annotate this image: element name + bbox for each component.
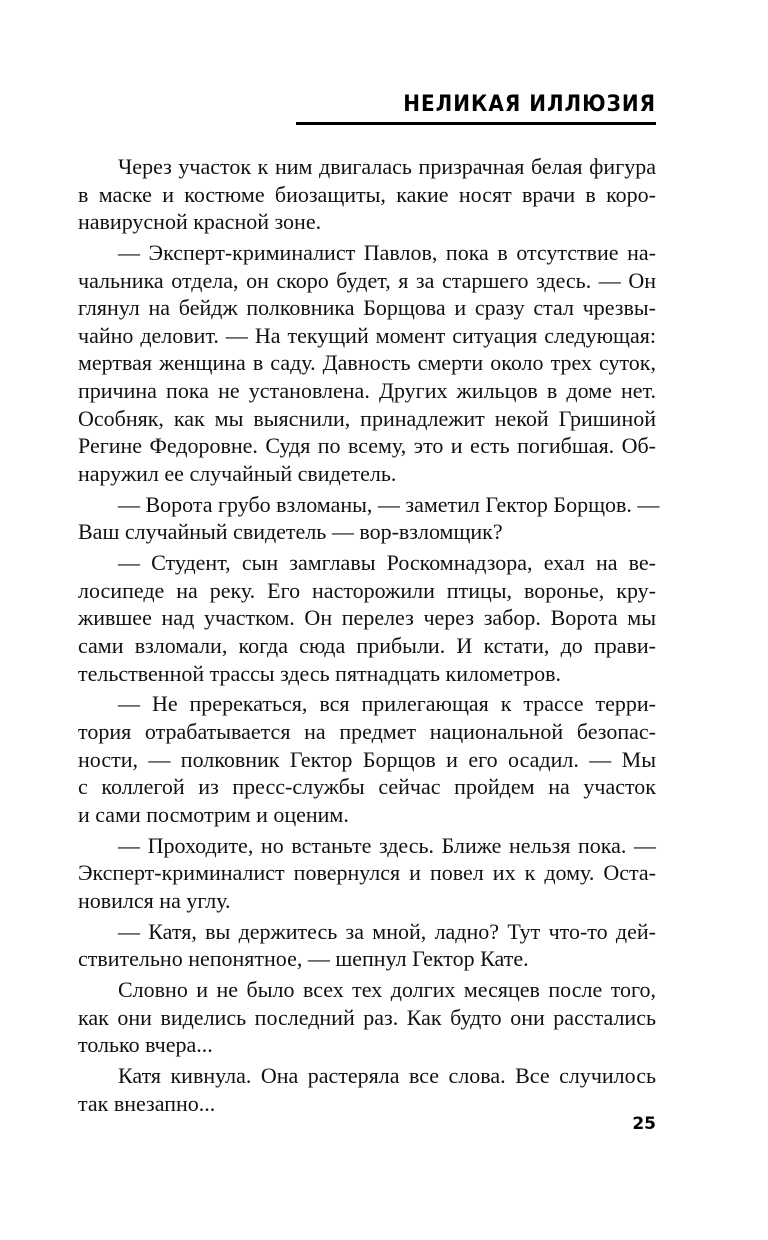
text-line: — Катя, вы держитесь за мной, ладно? Тут что-то дей- xyxy=(118,918,656,944)
paragraph xyxy=(78,832,656,915)
paragraph xyxy=(78,976,656,1059)
text-line: новился на углу. xyxy=(78,887,231,913)
text-line: Словно и не было всех тех долгих месяцев после того, xyxy=(118,977,656,1003)
page-number: 25 xyxy=(632,1114,656,1134)
text-line: сами взломали, когда сюда прибыли. И кстати, до прави- xyxy=(78,632,656,658)
text-line: Через участок к ним двигалась призрачная белая фигура xyxy=(118,154,656,179)
text-line: наружил ее случайный свидетель. xyxy=(78,460,397,486)
text-line: — Студент, сын замглавы Роскомнадзора, ехал на ве- xyxy=(118,550,656,576)
text-line: — Проходите, но встаньте здесь. Ближе нельзя пока. — xyxy=(118,832,656,858)
text-line: глянул на бейдж полковника Борщова и сразу стал чрезвы- xyxy=(78,295,656,321)
text-line: — Эксперт-криминалист Павлов, пока в отсутствие на- xyxy=(118,240,656,266)
text-line: причина пока не установлена. Других жильцов в доме нет. xyxy=(78,378,656,404)
text-line: ности, — полковник Гектор Борщов и его осадил. — Мы xyxy=(78,746,656,772)
paragraph xyxy=(78,549,656,687)
text-line: чайно деловит. — На текущий момент ситуация следующая: xyxy=(78,322,656,348)
text-line: так внезапно... xyxy=(78,1090,216,1116)
text-line: Ваш случайный свидетель — вор-взломщик? xyxy=(78,519,503,545)
body-text xyxy=(78,153,660,1121)
header-rule xyxy=(296,122,656,125)
text-line: чальника отдела, он скоро будет, я за старшего здесь. — Он xyxy=(78,267,656,293)
text-line: — Не пререкаться, вся прилегающая к трассе терри- xyxy=(118,691,656,717)
paragraph xyxy=(78,918,656,973)
text-line: тория отрабатывается на предмет национальной безопас- xyxy=(78,719,656,745)
running-head: НЕЛИКАЯ ИЛЛЮЗИЯ xyxy=(403,90,656,117)
paragraph xyxy=(78,1062,656,1117)
paragraph xyxy=(78,239,656,487)
paragraph xyxy=(78,690,656,828)
text-line: тельственной трассы здесь пятнадцать километров. xyxy=(78,660,562,686)
paragraph xyxy=(78,153,656,236)
text-line: ствительно непонятное, — шепнул Гектор Кате. xyxy=(78,946,529,972)
text-line: с коллегой из пресс-службы сейчас пройдем на участок xyxy=(78,774,656,800)
paragraph xyxy=(78,491,660,546)
text-line: лосипеде на реку. Его насторожили птицы, воронье, кру- xyxy=(78,577,656,603)
text-line: жившее над участком. Он перелез через забор. Ворота мы xyxy=(78,605,656,631)
text-line: Регине Федоровне. Судя по всему, это и есть погибшая. Об- xyxy=(78,433,656,459)
text-line: и сами посмотрим и оценим. xyxy=(78,801,349,827)
text-line: Эксперт-криминалист повернулся и повел их к дому. Оста- xyxy=(78,860,656,886)
text-line: навирусной красной зоне. xyxy=(78,209,322,235)
text-line: Катя кивнула. Она растеряла все слова. Все случилось xyxy=(118,1063,656,1089)
text-line: мертвая женщина в саду. Давность смерти около трех суток, xyxy=(78,350,656,376)
text-line: в маске и костюме биозащиты, какие носят врачи в коро- xyxy=(78,181,656,207)
text-line: Особняк, как мы выяснили, принадлежит некой Гришиной xyxy=(78,405,656,431)
text-line: как они виделись последний раз. Как будто они расстались xyxy=(78,1004,656,1030)
text-line: — Ворота грубо взломаны, — заметил Гектор Борщов. — xyxy=(118,491,660,517)
text-line: только вчера... xyxy=(78,1032,213,1058)
